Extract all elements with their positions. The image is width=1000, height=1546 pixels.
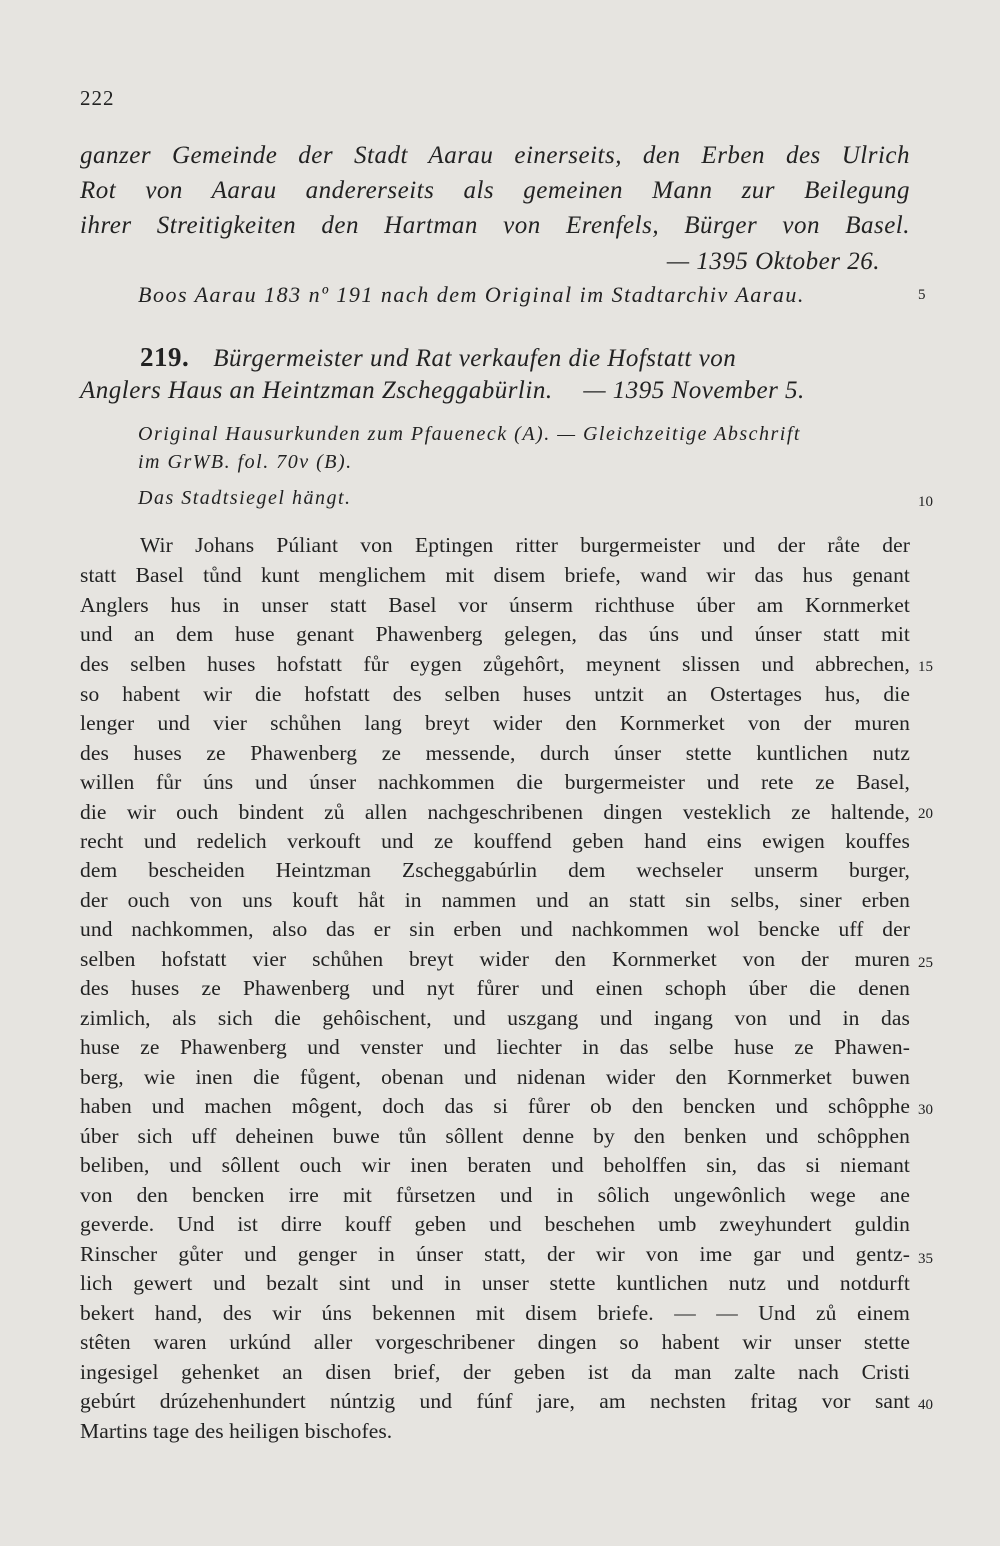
body-line: beliben, und sôllent ouch wir inen beraten und beholffen sin, das si niemant xyxy=(80,1153,910,1177)
intro-date: — 1395 Oktober 26. xyxy=(666,248,880,275)
entry-number: 219. xyxy=(140,342,190,372)
margin-line-number: 30 xyxy=(918,1102,933,1118)
margin-line-number: 35 xyxy=(918,1251,933,1267)
body-line: so habent wir die hofstatt des selben huses untzit an Ostertages hus, die xyxy=(80,682,910,706)
entry-source-line2: im GrWB. fol. 70v (B). xyxy=(138,451,353,473)
entry-title-line2 xyxy=(80,377,805,405)
entry-source-line1: Original Hausurkunden zum Pfaueneck (A). — Gleichzeitige Abschrift xyxy=(138,423,801,445)
body-line: gebúrt drúzehenhundert núntzig und fúnf jare, am nechsten fritag vor sant xyxy=(80,1389,910,1413)
body-line: recht und redelich verkouft und ze kouffend geben hand eins ewigen kouffes xyxy=(80,829,910,853)
body-line: úber sich uff deheinen buwe tůn sôllent denne by den benken und schôpphen xyxy=(80,1124,910,1148)
body-line: und nachkommen, also das er sin erben und nachkommen wol bencke uff der xyxy=(80,917,910,941)
body-line: des huses ze Phawenberg ze messende, durch únser stette kuntlichen nutz xyxy=(80,741,910,765)
body-line: berg, wie inen die fůgent, obenan und nidenan wider den Kornmerket buwen xyxy=(80,1065,910,1089)
body-line: der ouch von uns kouft håt in nammen und an statt sin selbs, siner erben xyxy=(80,888,910,912)
body-line: Martins tage des heiligen bischofes. xyxy=(80,1419,393,1443)
margin-line-number: 15 xyxy=(918,659,933,675)
intro-line: ihrer Streitigkeiten den Hartman von Erenfels, Bürger von Basel. xyxy=(80,212,910,239)
body-line: stêten waren urkúnd aller vorgeschribener dingen so habent wir unser stette xyxy=(80,1330,910,1354)
entry-date: — 1395 November 5. xyxy=(583,377,805,404)
body-line: des selben huses hofstatt fůr eygen zůgehôrt, meynent slissen und abbrechen, xyxy=(80,652,910,676)
margin-line-number: 10 xyxy=(918,494,933,510)
body-line: lenger und vier schůhen lang breyt wider den Kornmerket von der muren xyxy=(80,711,910,735)
body-line: Rinscher gůter und genger in únser statt, der wir von ime gar und gentz- xyxy=(80,1242,910,1266)
margin-line-number: 20 xyxy=(918,806,933,822)
body-line: bekert hand, des wir úns bekennen mit disem briefe. — — Und zů einem xyxy=(80,1301,910,1325)
intro-line: ganzer Gemeinde der Stadt Aarau einerseits, den Erben des Ulrich xyxy=(80,142,910,169)
body-line: geverde. Und ist dirre kouff geben und beschehen umb zweyhundert guldin xyxy=(80,1212,910,1236)
margin-line-number: 40 xyxy=(918,1397,933,1413)
body-line: und an dem huse genant Phawenberg gelegen, das úns und únser statt mit xyxy=(80,622,910,646)
body-line: huse ze Phawenberg und venster und liechter in das selbe huse ze Phawen- xyxy=(80,1035,910,1059)
margin-line-number: 25 xyxy=(918,955,933,971)
body-line: zimlich, als sich die gehôischent, und uszgang und ingang von und in das xyxy=(80,1006,910,1030)
body-line: willen fůr úns und únser nachkommen die burgermeister und rete ze Basel, xyxy=(80,770,910,794)
body-line: statt Basel tůnd kunt menglichem mit disem briefe, wand wir das hus genant xyxy=(80,563,910,587)
body-line: haben und machen môgent, doch das si fůrer ob den bencken und schôpphe xyxy=(80,1094,910,1118)
intro-source: Boos Aarau 183 nº 191 nach dem Original im Stadtarchiv Aarau. xyxy=(138,282,805,307)
body-line: die wir ouch bindent zů allen nachgeschribenen dingen vesteklich ze haltende, xyxy=(80,800,910,824)
margin-line-number: 5 xyxy=(918,287,926,303)
seal-note: Das Stadtsiegel hängt. xyxy=(138,487,352,509)
page-number: 222 xyxy=(80,86,115,110)
body-line: Wir Johans Púliant von Eptingen ritter burgermeister und der råte der xyxy=(140,533,910,557)
body-line: lich gewert und bezalt sint und in unser stette kuntlichen nutz und notdurft xyxy=(80,1271,910,1295)
body-line: Anglers hus in unser statt Basel vor únserm richthuse úber am Kornmerket xyxy=(80,593,910,617)
body-line: ingesigel gehenket an disen brief, der geben ist da man zalte nach Cristi xyxy=(80,1360,910,1384)
body-line: von den bencken irre mit fůrsetzen und in sôlich ungewônlich wege ane xyxy=(80,1183,910,1207)
body-line: dem bescheiden Heintzman Zscheggabúrlin dem wechseler unserm burger, xyxy=(80,858,910,882)
entry-title-line1: Bürgermeister und Rat verkaufen die Hofstatt von xyxy=(213,345,737,372)
entry-heading xyxy=(140,342,736,373)
body-line: selben hofstatt vier schůhen breyt wider den Kornmerket von der muren xyxy=(80,947,910,971)
entry-title-text: Anglers Haus an Heintzman Zscheggabürlin. xyxy=(80,377,553,404)
intro-line: Rot von Aarau andererseits als gemeinen Mann zur Beilegung xyxy=(80,177,910,204)
body-line: des huses ze Phawenberg und nyt fůrer und einen schoph úber die denen xyxy=(80,976,910,1000)
